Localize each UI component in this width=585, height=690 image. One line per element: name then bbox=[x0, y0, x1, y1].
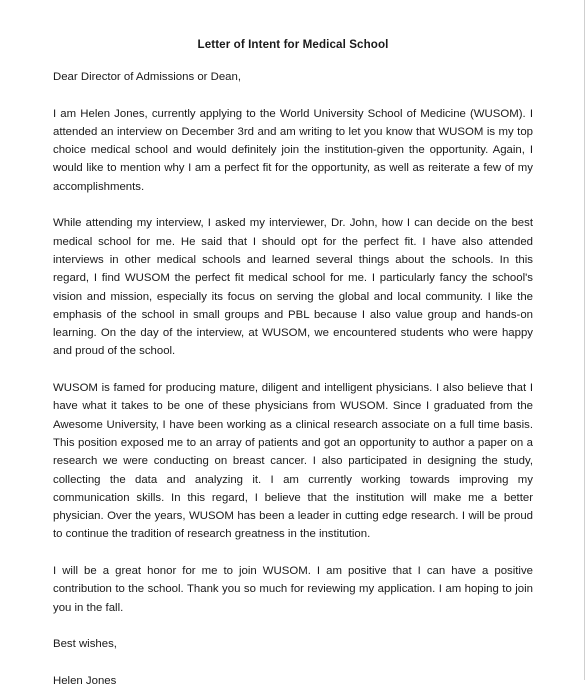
letter-closing: Best wishes, bbox=[53, 638, 117, 651]
letter-body bbox=[53, 36, 533, 690]
letter-signature: Helen Jones bbox=[53, 674, 117, 687]
letter-paragraph-4: I will be a great honor for me to join WUSOM. I am positive that I can have a positive contribution to the school. Thank you so much for reviewing my application. I am hoping to join you in the fall. bbox=[53, 565, 533, 614]
letter-paragraph-1: I am Helen Jones, currently applying to the World University School of Medicine (WUSOM). I attended an interview on December 3rd and am writing to let you know that WUSOM is my top choice medical school and would definitely join the institution-given the opportunity. Again, I would like to mention why I am a perfect fit for the opportunity, as well as reiterate a few of my accomplishments. bbox=[53, 107, 533, 193]
letter-paragraph-3: WUSOM is famed for producing mature, diligent and intelligent physicians. I also believe that I have what it takes to be one of these physicians from WUSOM. Since I graduated from the Awesome University, I have been working as a clinical research associate on a full time basis. This position exposed me to an array of patients and got an opportunity to author a paper on a research we were conducting on breast cancer. I also participated in designing the study, collecting the data and analyzing it. I am currently working towards improving my communication skills. In this regard, I believe that the institution will make me a better physician. Over the years, WUSOM has been a leader in cutting edge research. I will be proud to continue the tradition of research greatness in the institution. bbox=[53, 382, 533, 541]
letter-title: Letter of Intent for Medical School bbox=[197, 38, 389, 51]
letter-salutation: Dear Director of Admissions or Dean, bbox=[53, 71, 242, 84]
letter-paragraph-2: While attending my interview, I asked my interviewer, Dr. John, how I can decide on the best medical school for me. He said that I should opt for the perfect fit. I have also attended interviews in other medical schools and learned several things about the schools. In this regard, I find WUSOM the perfect fit medical school for me. I particularly fancy the school's vision and mission, especially its focus on serving the global and local community. I like the emphasis of the school in small groups and PBL because I also value group and hands-on learning. On the day of the interview, at WUSOM, we encountered students who were happy and proud of the school. bbox=[53, 217, 533, 358]
